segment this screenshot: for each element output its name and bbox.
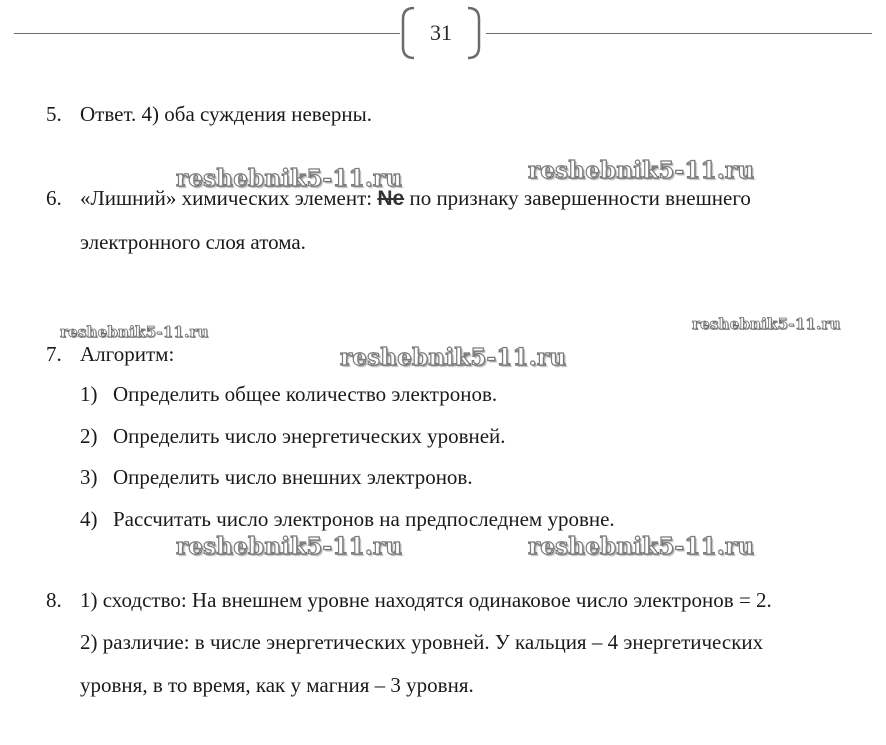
step-text: Определить число внешних электронов.: [113, 465, 473, 489]
watermark: reshebnik5-11.ru: [60, 323, 209, 341]
step-number: 1): [80, 382, 98, 406]
item-8-line-2: 2) различие: в числе энергетических уровней. У кальция – 4 энергетических: [80, 630, 764, 654]
item-6-text-before: «Лишний» химических элемент:: [80, 186, 378, 210]
page-number: 31: [430, 20, 452, 45]
item-6-line-2: электронного слоя атома.: [80, 230, 306, 254]
item-5-number: 5.: [46, 102, 62, 126]
item-6-number: 6.: [46, 186, 62, 210]
header-rule-left: [14, 33, 400, 34]
step-text: Рассчитать число электронов на предпоследнем уровне.: [113, 507, 615, 531]
step-text: Определить общее количество электронов.: [113, 382, 498, 406]
header-rule-right: [486, 33, 872, 34]
item-8-line-3: уровня, в то время, как у магния – 3 уровня.: [80, 673, 474, 697]
watermark: reshebnik5-11.ru: [176, 533, 403, 560]
item-8-number: 8.: [46, 588, 62, 612]
step-number: 4): [80, 507, 98, 531]
item-5-text: Ответ. 4) оба суждения неверны.: [80, 102, 372, 126]
watermark: reshebnik5-11.ru: [528, 533, 755, 560]
item-6-line-1: [80, 188, 751, 209]
item-7-number: 7.: [46, 342, 62, 366]
watermark: reshebnik5-11.ru: [176, 165, 403, 192]
item-8-line-1: 1) сходство: На внешнем уровне находятся одинаковое число электронов = 2.: [80, 588, 772, 612]
page-number-frame: [400, 6, 482, 60]
watermark: reshebnik5-11.ru: [692, 315, 841, 333]
item-7-title: Алгоритм:: [80, 342, 175, 366]
step-text: Определить число энергетических уровней.: [113, 424, 506, 448]
item-6-struck-element: Ne: [377, 187, 405, 210]
watermark: reshebnik5-11.ru: [340, 344, 567, 371]
step-number: 3): [80, 465, 98, 489]
item-6-text-after: по признаку завершенности внешнего: [404, 186, 751, 210]
step-number: 2): [80, 424, 98, 448]
watermark: reshebnik5-11.ru: [528, 157, 755, 184]
